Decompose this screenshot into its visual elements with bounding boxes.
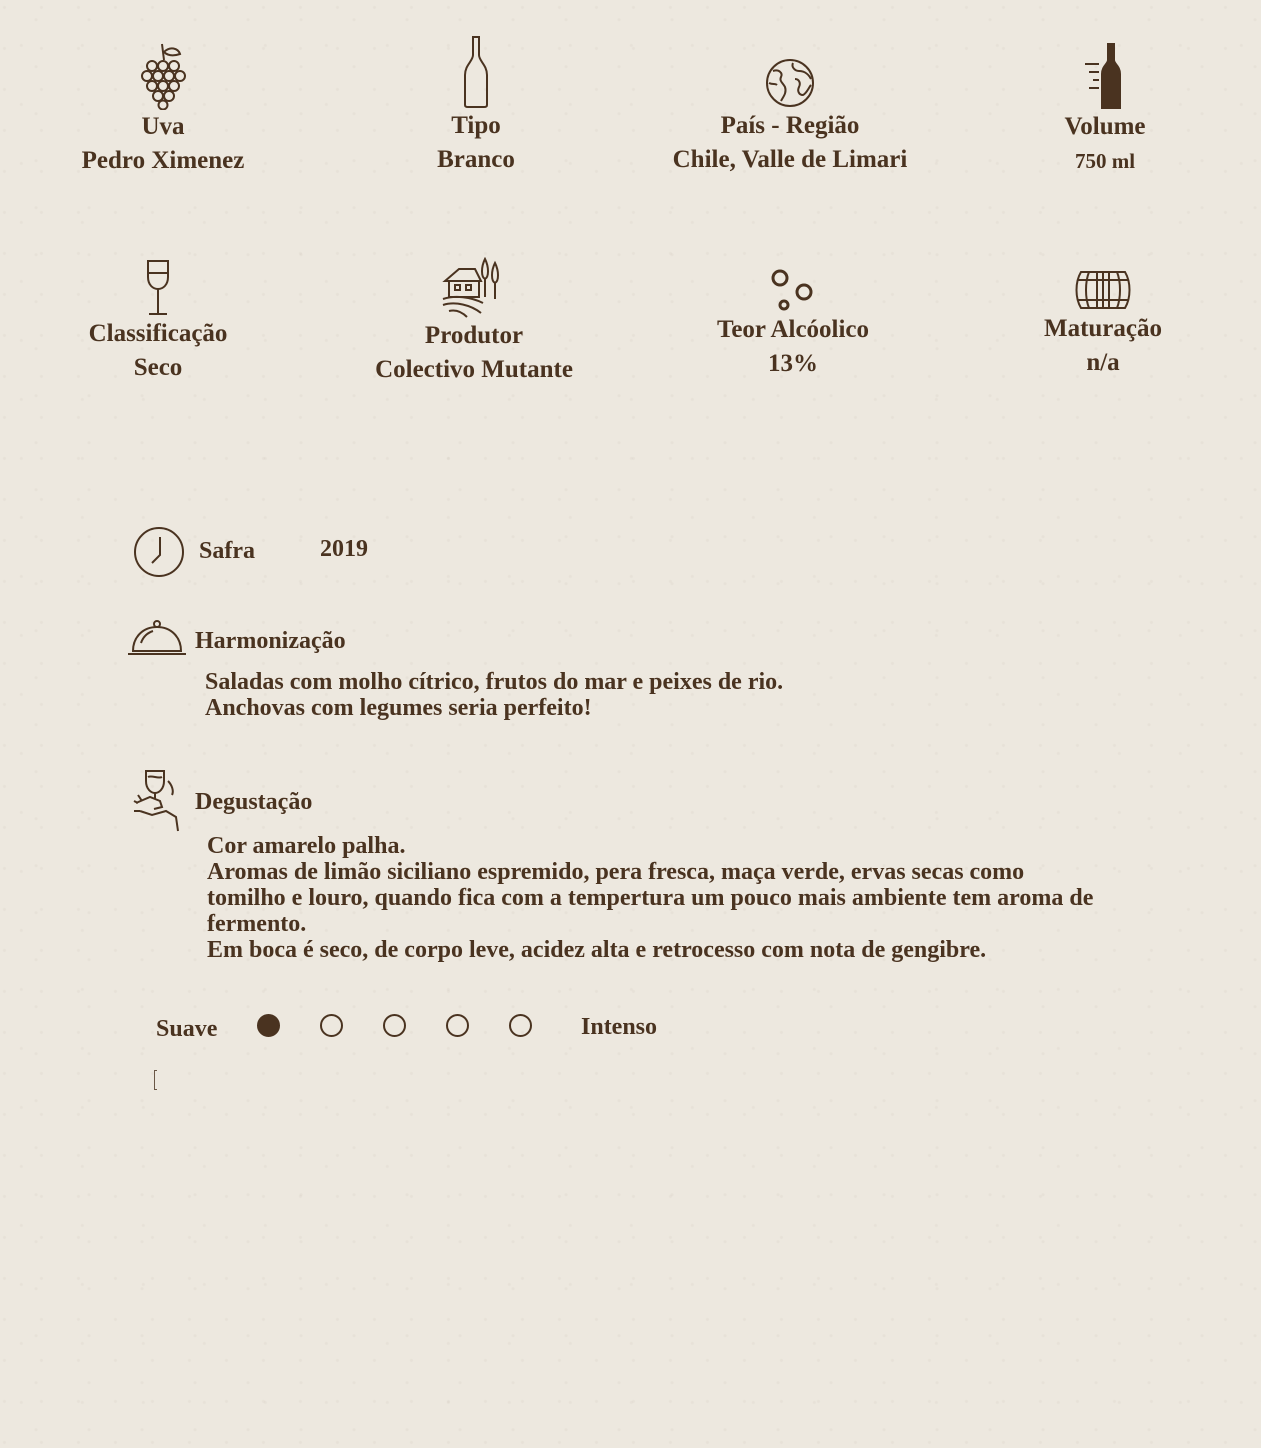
harmonizacao-line: Anchovas com legumes seria perfeito! [205,695,592,721]
attribute-label: Uva [141,113,185,140]
attribute-label: Tipo [451,112,501,139]
intensity-dot [383,1014,406,1037]
attribute-value: Pedro Ximenez [81,147,245,174]
attribute-maturacao [1020,268,1186,380]
bracket-mark [154,1070,157,1090]
attribute-produtor [356,257,592,387]
attribute-value: Chile, Valle de Limari [672,146,908,173]
attribute-label: Produtor [424,322,524,349]
intensity-max-label: Intenso [581,1014,658,1040]
winery-icon [356,257,592,319]
grape-icon [58,42,268,110]
attribute-label: Volume [1064,113,1146,140]
attribute-teor [688,267,898,381]
wine-glass-icon [58,259,258,317]
bottle-volume-icon [1020,42,1190,110]
attribute-label: País - Região [720,112,860,139]
attribute-label: Maturação [1043,315,1163,342]
attribute-pais [640,57,940,177]
degustacao-line: fermento. [207,911,307,937]
harmonizacao-line: Saladas com molho cítrico, frutos do mar e peixes de rio. [205,669,784,695]
intensity-dot [320,1014,343,1037]
attribute-value: 13% [768,350,818,377]
degustacao-title: Degustação [195,789,313,815]
intensity-dot [446,1014,469,1037]
tasting-icon [132,767,182,840]
attribute-value: n/a [1086,349,1120,376]
attribute-uva [58,42,268,178]
barrel-icon [1020,268,1186,312]
cloche-icon [127,619,187,662]
safra-row [132,525,432,579]
clock-icon [132,525,186,586]
degustacao-line: Em boca é seco, de corpo leve, acidez alta e retrocesso com nota de gengibre. [207,937,987,963]
intensity-dot [257,1014,280,1037]
attribute-label: Classificação [88,320,228,347]
bubbles-icon [688,267,898,313]
degustacao-line: Cor amarelo palha. [207,833,406,859]
degustacao-line: Aromas de limão siciliano espremido, pera fresca, maça verde, ervas secas como [207,859,1025,885]
attribute-label: Teor Alcóolico [716,316,870,343]
intensity-min-label: Suave [156,1016,218,1042]
globe-icon [640,57,940,109]
harmonizacao-title: Harmonização [195,628,346,654]
attribute-value: Seco [133,354,183,381]
attribute-classificacao [58,259,258,385]
attribute-value: Colectivo Mutante [375,356,573,383]
attribute-value: 750 ml [1074,149,1136,173]
attribute-volume [1020,42,1190,178]
bottle-icon [376,35,576,109]
safra-value: 2019 [320,536,368,562]
safra-label: Safra [199,538,255,564]
attribute-tipo [376,35,576,177]
intensity-dot [509,1014,532,1037]
attribute-value: Branco [437,146,515,173]
degustacao-line: tomilho e louro, quando fica com a tempertura um pouco mais ambiente tem aroma de [207,885,1094,911]
